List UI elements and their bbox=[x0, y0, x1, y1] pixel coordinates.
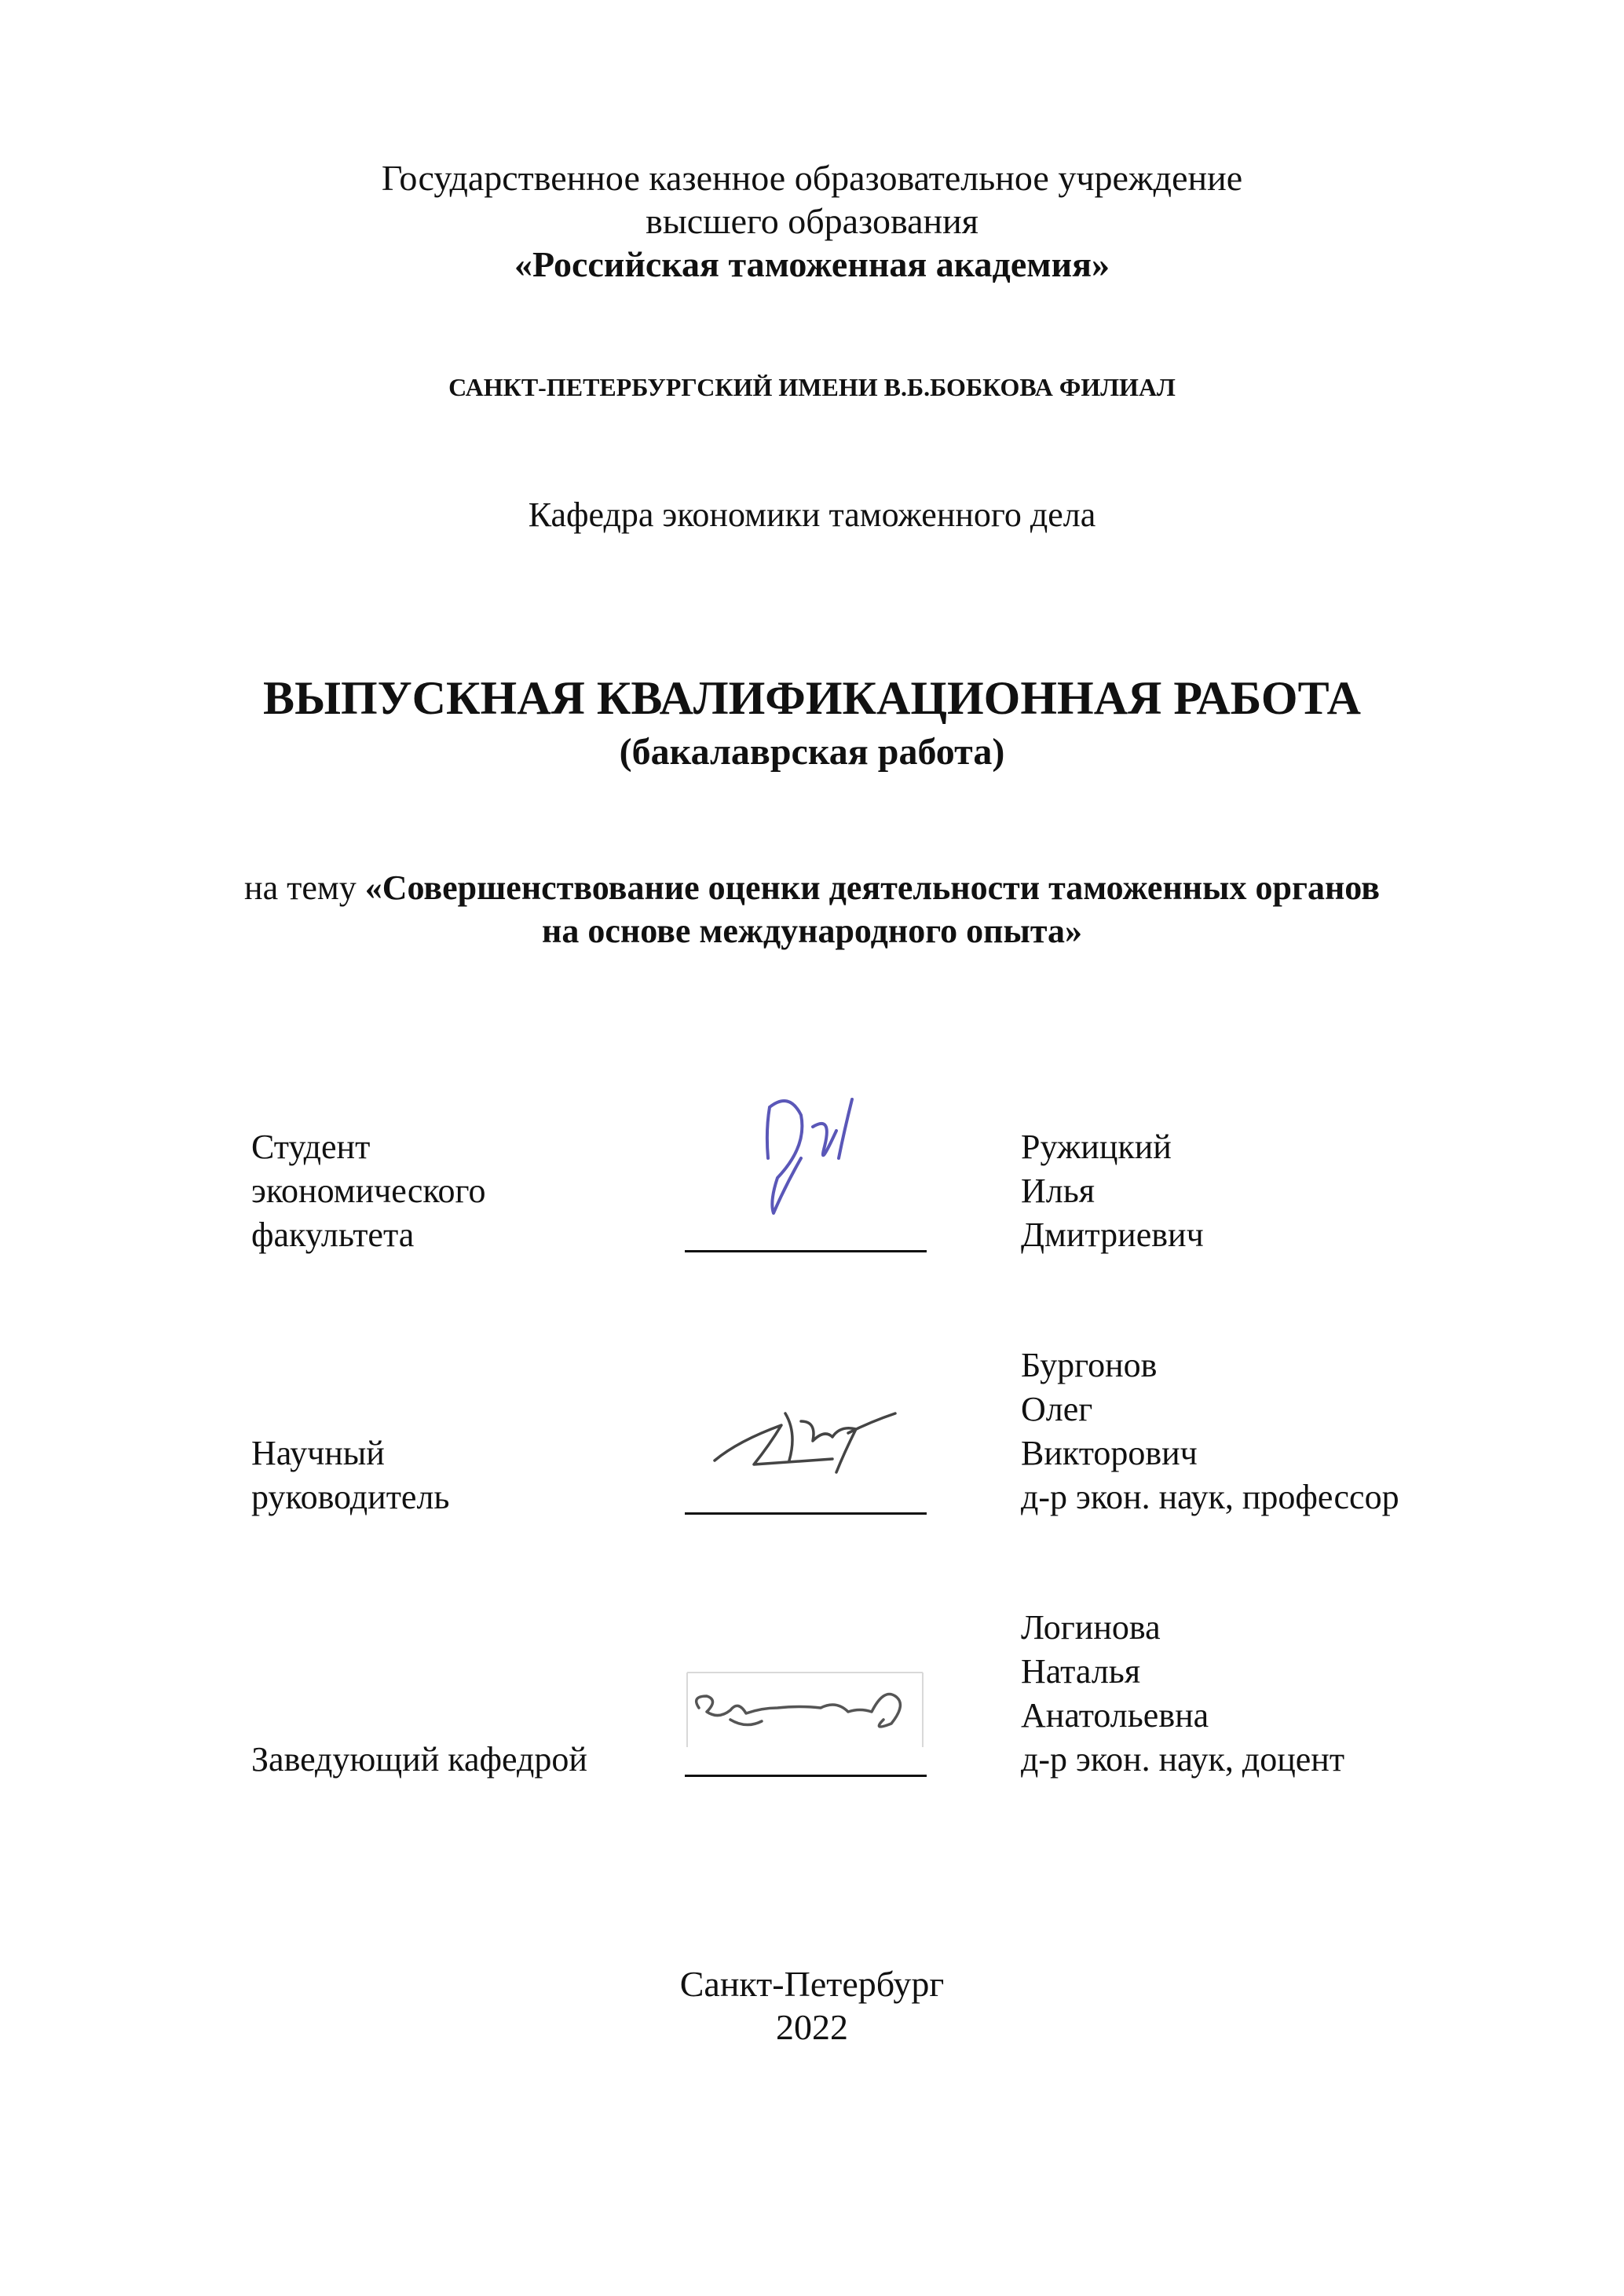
topic-text-line-1: «Совершенствование оценки деятельности таможенных органов bbox=[364, 868, 1380, 907]
supervisor-signature-line bbox=[685, 1512, 927, 1515]
supervisor-role-line-2: руководитель bbox=[251, 1478, 450, 1516]
student-role-line-3: факультета bbox=[251, 1216, 415, 1254]
topic-text-line-2: на основе международного опыта» bbox=[542, 912, 1082, 950]
supervisor-patronymic: Викторович bbox=[1021, 1434, 1198, 1472]
topic-line-1 bbox=[0, 868, 1624, 908]
student-signature bbox=[746, 1084, 880, 1225]
head-first-name: Наталья bbox=[1021, 1652, 1141, 1691]
branch-name: САНКТ-ПЕТЕРБУРГСКИЙ ИМЕНИ В.Б.БОБКОВА ФИЛИАЛ bbox=[448, 373, 1176, 401]
student-role-line-2: экономического bbox=[251, 1172, 486, 1210]
supervisor-degree: д-р экон. наук, профессор bbox=[1021, 1478, 1399, 1516]
student-signature-line bbox=[685, 1250, 927, 1252]
head-last-name: Логинова bbox=[1021, 1608, 1161, 1647]
head-patronymic: Анатольевна bbox=[1021, 1696, 1209, 1735]
year: 2022 bbox=[776, 2007, 848, 2047]
academy-name: «Российская таможенная академия» bbox=[514, 244, 1110, 284]
head-signature-line bbox=[685, 1775, 927, 1777]
topic-prefix: на тему bbox=[244, 868, 357, 907]
head-signature bbox=[683, 1665, 927, 1751]
student-first-name: Илья bbox=[1021, 1172, 1095, 1210]
head-role: Заведующий кафедрой bbox=[251, 1740, 587, 1779]
head-degree: д-р экон. наук, доцент bbox=[1021, 1740, 1345, 1779]
supervisor-last-name: Бургонов bbox=[1021, 1346, 1158, 1384]
student-role-line-1: Студент bbox=[251, 1128, 371, 1166]
work-subtitle: (бакалаврская работа) bbox=[619, 731, 1005, 773]
department-name: Кафедра экономики таможенного дела bbox=[528, 495, 1096, 534]
supervisor-signature bbox=[707, 1398, 927, 1484]
student-last-name: Ружицкий bbox=[1021, 1128, 1172, 1166]
city: Санкт-Петербург bbox=[679, 1964, 945, 2004]
supervisor-first-name: Олег bbox=[1021, 1390, 1093, 1428]
supervisor-role-line-1: Научный bbox=[251, 1434, 385, 1472]
work-title: ВЫПУСКНАЯ КВАЛИФИКАЦИОННАЯ РАБОТА bbox=[263, 672, 1361, 724]
institution-line-1: Государственное казенное образовательное учреждение bbox=[381, 158, 1243, 198]
student-patronymic: Дмитриевич bbox=[1021, 1216, 1204, 1254]
institution-line-2: высшего образования bbox=[646, 201, 978, 241]
